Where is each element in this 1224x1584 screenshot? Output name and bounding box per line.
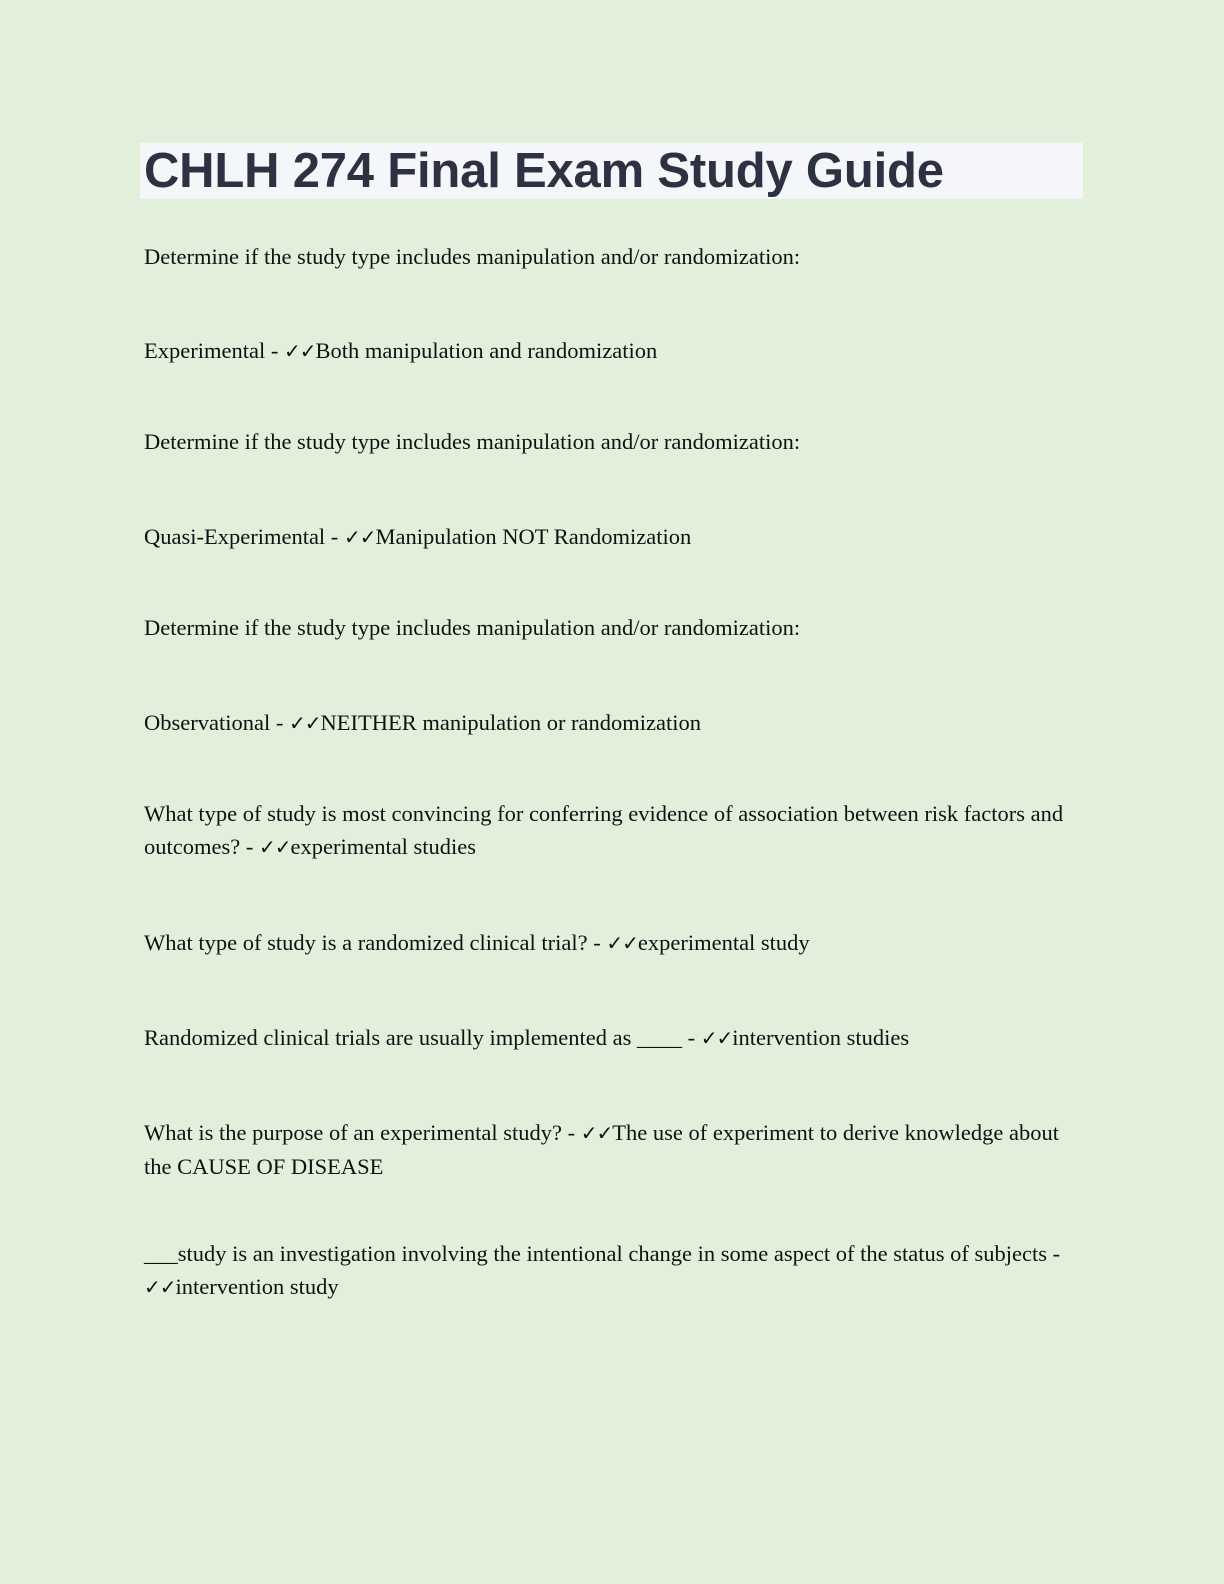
question-text: Observational - xyxy=(144,710,289,735)
qa-item xyxy=(144,797,1084,864)
question-text: ___study is an investigation involving the intentional change in some aspect of the status of subjects - xyxy=(144,1241,1061,1266)
qa-item xyxy=(144,926,1084,960)
qa-item xyxy=(144,334,1084,368)
answer-text: experimental studies xyxy=(290,834,477,859)
answer-text: Both manipulation and randomization xyxy=(315,338,658,363)
answer-text: The use of experiment to derive knowledge about the CAUSE OF DISEASE xyxy=(144,1120,1059,1179)
double-check-icon: ✓✓ xyxy=(580,1121,613,1145)
double-check-icon: ✓✓ xyxy=(144,1275,176,1299)
double-check-icon: ✓✓ xyxy=(288,711,321,735)
question-text: What type of study is most convincing for conferring evidence of association between risk factors and outcomes? - xyxy=(144,801,1064,859)
qa-item xyxy=(144,1116,1084,1183)
answer-text: intervention studies xyxy=(732,1025,910,1050)
question-text: Determine if the study type includes manipulation and/or randomization: xyxy=(144,615,801,640)
double-check-icon: ✓✓ xyxy=(700,1026,733,1050)
qa-item xyxy=(144,1237,1084,1304)
qa-item xyxy=(144,706,1084,740)
answer-text: experimental study xyxy=(637,930,810,955)
prompt-text xyxy=(144,240,1084,273)
question-text: Quasi-Experimental - xyxy=(144,524,344,549)
answer-text: intervention study xyxy=(175,1274,339,1299)
double-check-icon: ✓✓ xyxy=(283,339,316,363)
double-check-icon: ✓✓ xyxy=(606,931,638,955)
question-text: Experimental - xyxy=(144,338,284,363)
double-check-icon: ✓✓ xyxy=(343,525,376,549)
question-text: Randomized clinical trials are usually implemented as ____ - xyxy=(144,1025,701,1050)
prompt-text xyxy=(144,611,1084,644)
prompt-text xyxy=(144,425,1084,458)
page-title: CHLH 274 Final Exam Study Guide xyxy=(144,144,944,198)
question-text: Determine if the study type includes manipulation and/or randomization: xyxy=(144,429,801,454)
question-text: What is the purpose of an experimental study? - xyxy=(144,1120,581,1145)
question-text: What type of study is a randomized clinical trial? - xyxy=(144,930,607,955)
qa-item xyxy=(144,1021,1084,1055)
qa-item xyxy=(144,520,1084,554)
answer-text: Manipulation NOT Randomization xyxy=(375,524,692,549)
double-check-icon: ✓✓ xyxy=(258,835,291,859)
answer-text: NEITHER manipulation or randomization xyxy=(320,710,702,735)
question-text: Determine if the study type includes manipulation and/or randomization: xyxy=(144,244,801,269)
